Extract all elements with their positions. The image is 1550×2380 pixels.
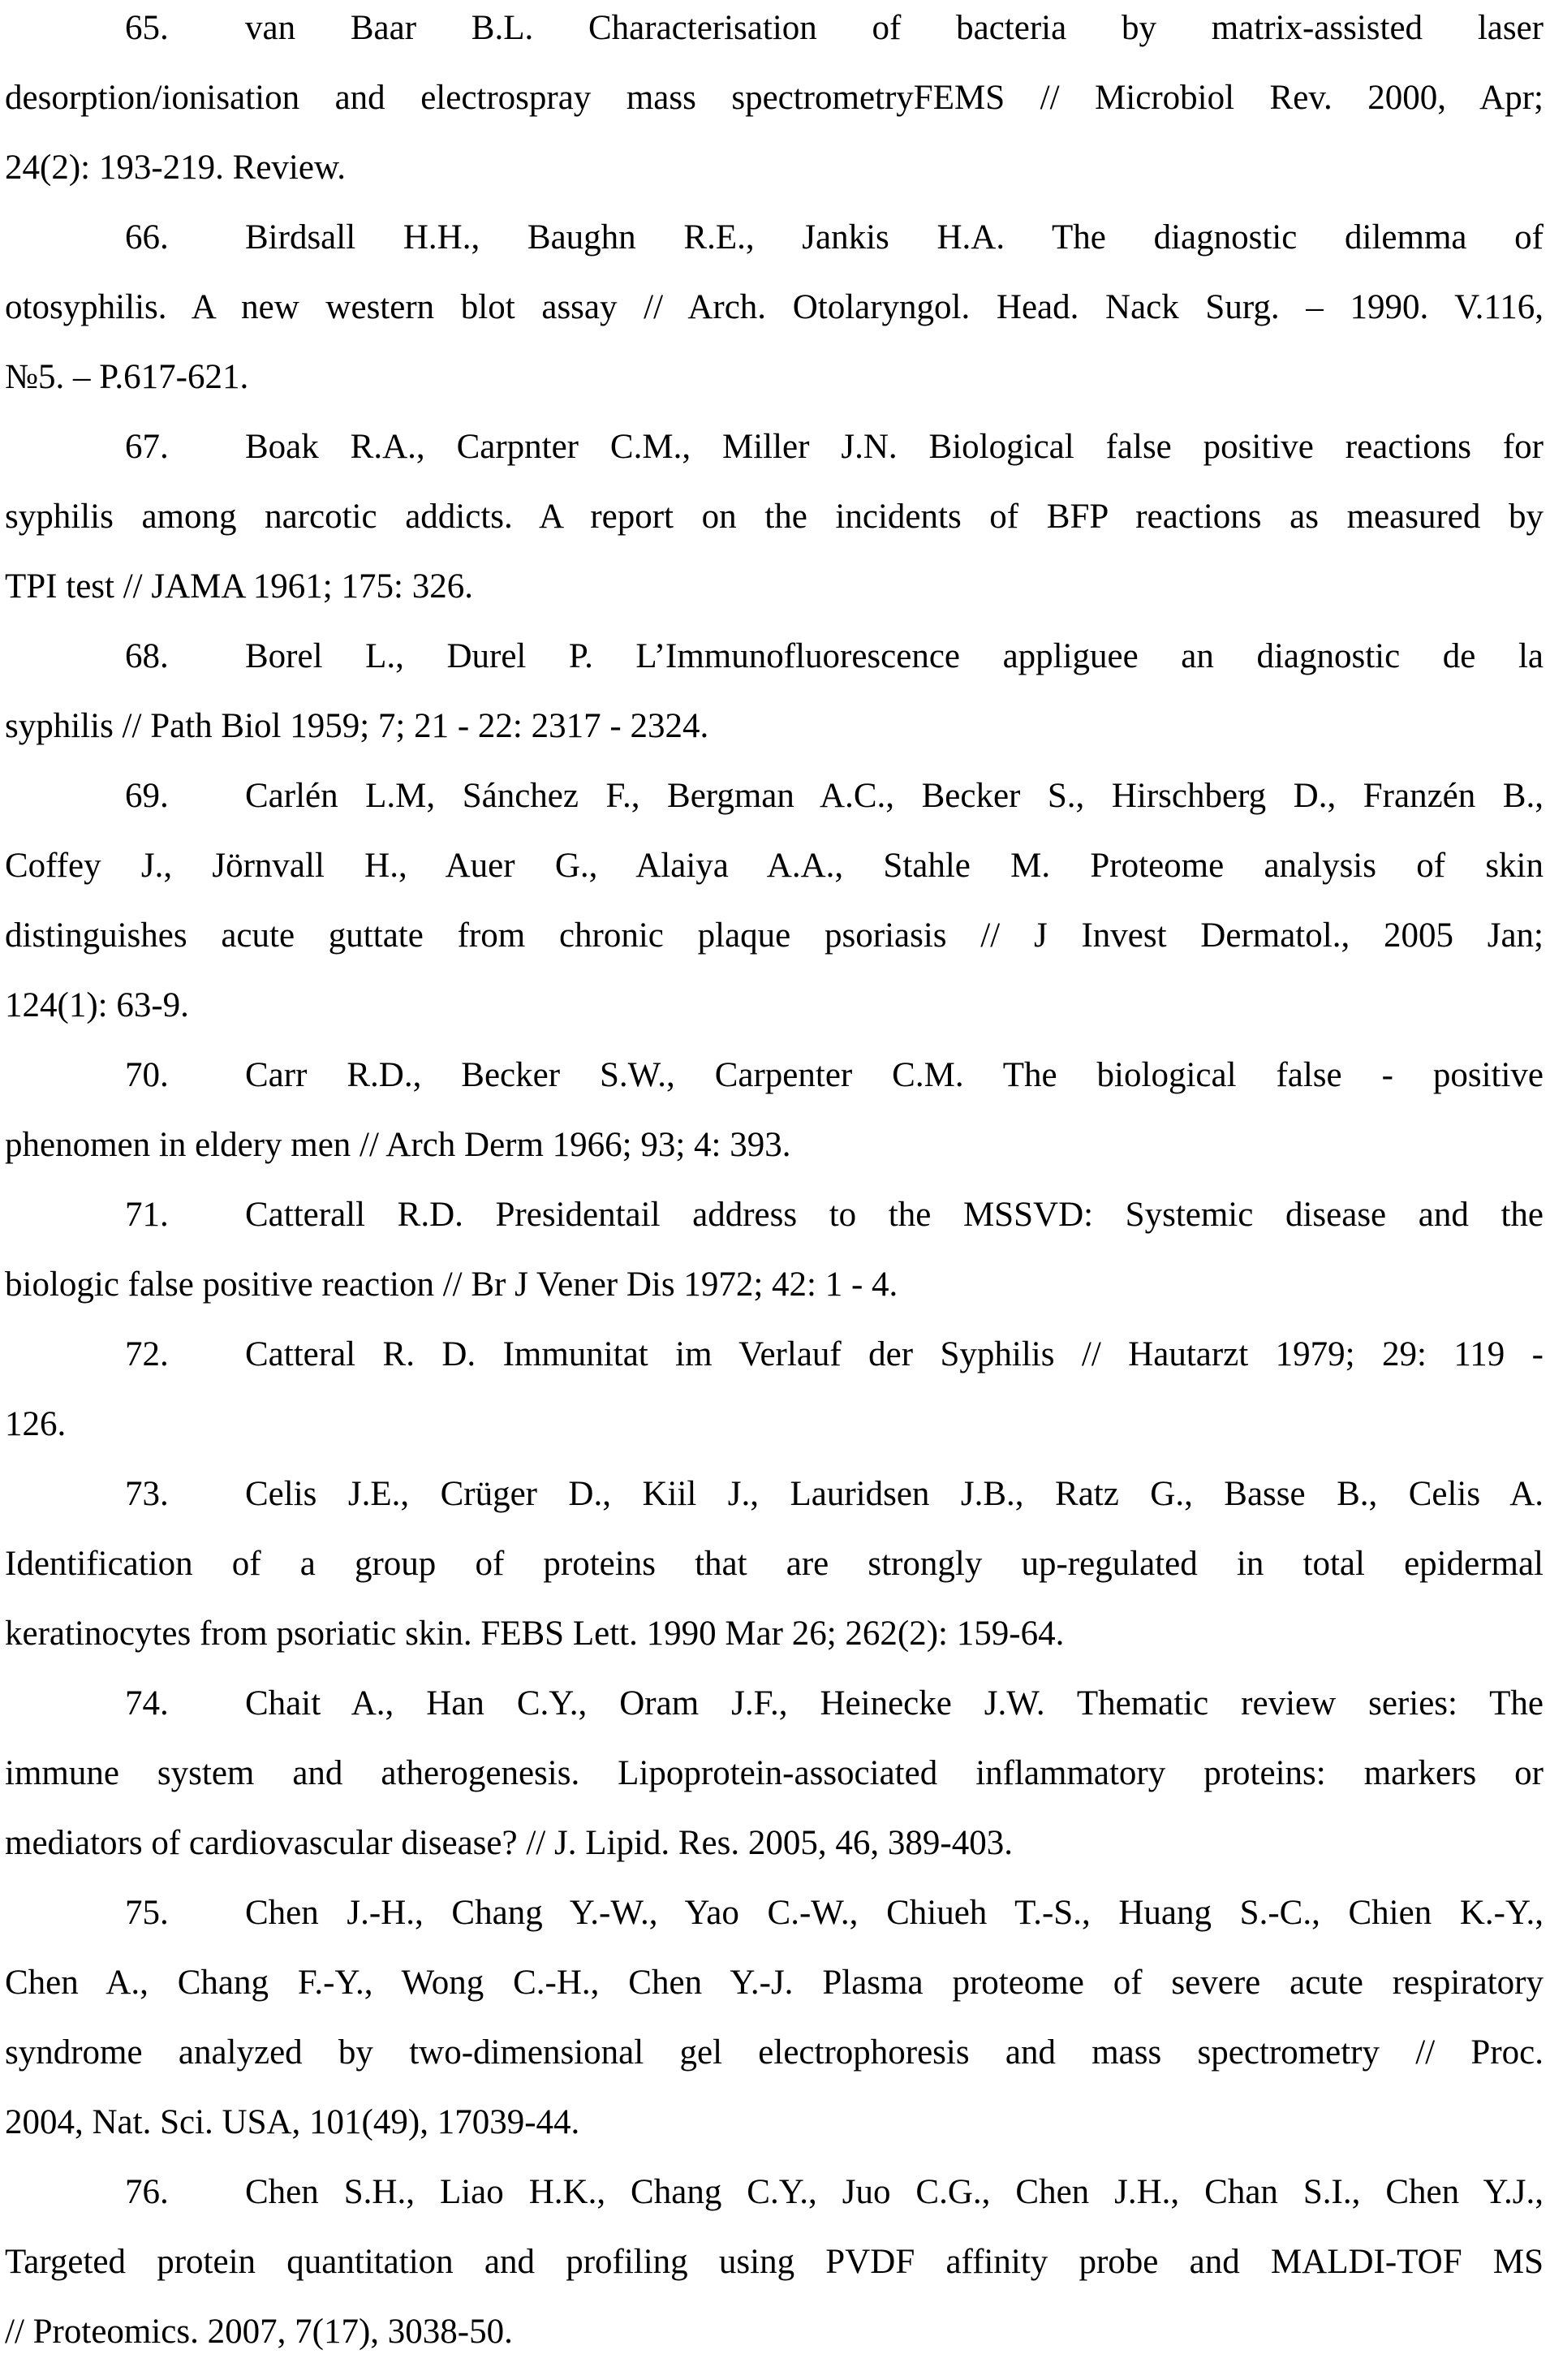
reference-line bbox=[5, 622, 1544, 692]
paragraph-indent bbox=[5, 457, 125, 458]
reference-number: 66. bbox=[125, 218, 169, 257]
reference-number: 71. bbox=[125, 1196, 169, 1234]
reference-line-text: Carr R.D., Becker S.W., Carpenter C.M. The biological false - positive bbox=[245, 1056, 1544, 1094]
reference-number: 75. bbox=[125, 1894, 169, 1932]
paragraph-indent bbox=[5, 666, 125, 667]
reference-line bbox=[5, 1669, 1544, 1739]
reference-item-68 bbox=[5, 622, 1544, 761]
reference-line-text: Catteral R. D. Immunitat im Verlauf der Syphilis // Hautarzt 1979; 29: 119 - bbox=[245, 1335, 1544, 1373]
reference-line bbox=[5, 412, 1544, 482]
paragraph-indent bbox=[5, 1504, 125, 1505]
reference-line-text: Chen A., Chang F.-Y., Wong C.-H., Chen Y.-J. Plasma proteome of severe acute respiratory bbox=[5, 1964, 1544, 2002]
reference-line-text: keratinocytes from psoriatic skin. FEBS Lett. 1990 Mar 26; 262(2): 159-64. bbox=[5, 1615, 1065, 1653]
reference-line-text: 126. bbox=[5, 1405, 67, 1443]
references-list bbox=[5, 0, 1544, 2367]
reference-line-text: 124(1): 63-9. bbox=[5, 986, 189, 1024]
reference-line bbox=[5, 901, 1544, 971]
reference-line bbox=[5, 1390, 1544, 1459]
reference-line-text: 24(2): 193-219. Review. bbox=[5, 149, 346, 187]
reference-item-75 bbox=[5, 1878, 1544, 2158]
reference-line bbox=[5, 1041, 1544, 1110]
reference-number: 65. bbox=[125, 9, 169, 47]
reference-line bbox=[5, 273, 1544, 343]
reference-line-text: №5. – P.617-621. bbox=[5, 358, 249, 396]
reference-number: 76. bbox=[125, 2173, 169, 2211]
reference-line-text: Identification of a group of proteins that are strongly up-regulated in total epidermal bbox=[5, 1545, 1544, 1583]
reference-line bbox=[5, 0, 1544, 63]
reference-line bbox=[5, 343, 1544, 412]
reference-line bbox=[5, 692, 1544, 761]
reference-line-text: syphilis among narcotic addicts. A report on the incidents of BFP reactions as measured by bbox=[5, 498, 1544, 536]
paragraph-indent bbox=[5, 1085, 125, 1086]
reference-line-text: Boak R.A., Carpnter C.M., Miller J.N. Biological false positive reactions for bbox=[245, 428, 1544, 466]
reference-line bbox=[5, 1180, 1544, 1250]
reference-line-text: syphilis // Path Biol 1959; 7; 21 - 22: 2317 - 2324. bbox=[5, 707, 709, 745]
reference-item-67 bbox=[5, 412, 1544, 622]
reference-item-72 bbox=[5, 1320, 1544, 1459]
reference-line bbox=[5, 1529, 1544, 1599]
reference-line-text: otosyphilis. A new western blot assay // Arch. Otolaryngol. Head. Nack Surg. – 1990. V.116, bbox=[5, 288, 1544, 326]
reference-number: 70. bbox=[125, 1056, 169, 1094]
reference-item-73 bbox=[5, 1459, 1544, 1669]
reference-line-text: immune system and atherogenesis. Lipoprotein-associated inflammatory proteins: markers or bbox=[5, 1754, 1544, 1792]
reference-line bbox=[5, 2227, 1544, 2297]
paragraph-indent bbox=[5, 38, 125, 39]
reference-line-text: Borel L., Durel P. L’Immunofluorescence appliguee an diagnostic de la bbox=[245, 637, 1544, 675]
reference-line-text: Carlén L.M, Sánchez F., Bergman A.C., Becker S., Hirschberg D., Franzén B., bbox=[245, 777, 1544, 815]
reference-line-text: Celis J.E., Crüger D., Kiil J., Lauridsen J.B., Ratz G., Basse B., Celis A. bbox=[245, 1475, 1544, 1513]
reference-number: 69. bbox=[125, 777, 169, 815]
reference-line-text: mediators of cardiovascular disease? // J. Lipid. Res. 2005, 46, 389-403. bbox=[5, 1824, 1013, 1862]
reference-line bbox=[5, 1948, 1544, 2018]
reference-line-text: Coffey J., Jörnvall H., Auer G., Alaiya A.A., Stahle M. Proteome analysis of skin bbox=[5, 847, 1544, 885]
reference-number: 68. bbox=[125, 637, 169, 675]
reference-item-71 bbox=[5, 1180, 1544, 1320]
paragraph-indent bbox=[5, 1225, 125, 1226]
paragraph-indent bbox=[5, 2202, 125, 2203]
reference-line-text: desorption/ionisation and electrospray mass spectrometryFEMS // Microbiol Rev. 2000, Apr; bbox=[5, 79, 1544, 117]
paragraph-indent bbox=[5, 806, 125, 807]
reference-line bbox=[5, 971, 1544, 1041]
reference-item-69 bbox=[5, 761, 1544, 1041]
reference-line-text: Chen J.-H., Chang Y.-W., Yao C.-W., Chiueh T.-S., Huang S.-C., Chien K.-Y., bbox=[245, 1894, 1544, 1932]
reference-number: 73. bbox=[125, 1475, 169, 1513]
reference-line-text: Birdsall H.H., Baughn R.E., Jankis H.A. The diagnostic dilemma of bbox=[245, 218, 1544, 257]
reference-item-65 bbox=[5, 0, 1544, 203]
paragraph-indent bbox=[5, 1923, 125, 1924]
reference-line bbox=[5, 2297, 1544, 2367]
reference-item-70 bbox=[5, 1041, 1544, 1180]
reference-line bbox=[5, 761, 1544, 831]
reference-line bbox=[5, 1809, 1544, 1878]
reference-item-66 bbox=[5, 203, 1544, 412]
reference-line bbox=[5, 552, 1544, 622]
reference-line-text: // Proteomics. 2007, 7(17), 3038-50. bbox=[5, 2313, 513, 2351]
reference-line-text: phenomen in eldery men // Arch Derm 1966; 93; 4: 393. bbox=[5, 1126, 791, 1164]
reference-line-text: syndrome analyzed by two-dimensional gel electrophoresis and mass spectrometry // Proc. bbox=[5, 2033, 1544, 2072]
reference-line bbox=[5, 2158, 1544, 2227]
reference-line bbox=[5, 1599, 1544, 1669]
reference-number: 72. bbox=[125, 1335, 169, 1373]
reference-line-text: biologic false positive reaction // Br J Vener Dis 1972; 42: 1 - 4. bbox=[5, 1265, 898, 1304]
reference-line bbox=[5, 1110, 1544, 1180]
reference-line-text: Chait A., Han C.Y., Oram J.F., Heinecke J.W. Thematic review series: The bbox=[245, 1684, 1544, 1722]
reference-line bbox=[5, 482, 1544, 552]
reference-line bbox=[5, 133, 1544, 203]
reference-line bbox=[5, 1250, 1544, 1320]
reference-number: 74. bbox=[125, 1684, 169, 1722]
reference-line-text: distinguishes acute guttate from chronic plaque psoriasis // J Invest Dermatol., 2005 Jan; bbox=[5, 916, 1544, 955]
reference-line-text: 2004, Nat. Sci. USA, 101(49), 17039-44. bbox=[5, 2103, 580, 2141]
reference-line bbox=[5, 2088, 1544, 2158]
reference-line-text: TPI test // JAMA 1961; 175: 326. bbox=[5, 567, 473, 606]
reference-line bbox=[5, 63, 1544, 133]
reference-line-text: Catterall R.D. Presidentail address to the MSSVD: Systemic disease and the bbox=[245, 1196, 1544, 1234]
reference-line-text: van Baar B.L. Characterisation of bacteria by matrix-assisted laser bbox=[245, 9, 1544, 47]
reference-line bbox=[5, 831, 1544, 901]
reference-item-74 bbox=[5, 1669, 1544, 1878]
reference-number: 67. bbox=[125, 428, 169, 466]
reference-line bbox=[5, 1459, 1544, 1529]
reference-line bbox=[5, 1739, 1544, 1809]
reference-item-76 bbox=[5, 2158, 1544, 2367]
reference-line bbox=[5, 1320, 1544, 1390]
reference-line bbox=[5, 2018, 1544, 2088]
reference-line-text: Chen S.H., Liao H.K., Chang C.Y., Juo C.G., Chen J.H., Chan S.I., Chen Y.J., bbox=[245, 2173, 1544, 2211]
reference-line bbox=[5, 203, 1544, 273]
reference-line bbox=[5, 1878, 1544, 1948]
reference-line-text: Targeted protein quantitation and profiling using PVDF affinity probe and MALDI-TOF MS bbox=[5, 2243, 1544, 2281]
